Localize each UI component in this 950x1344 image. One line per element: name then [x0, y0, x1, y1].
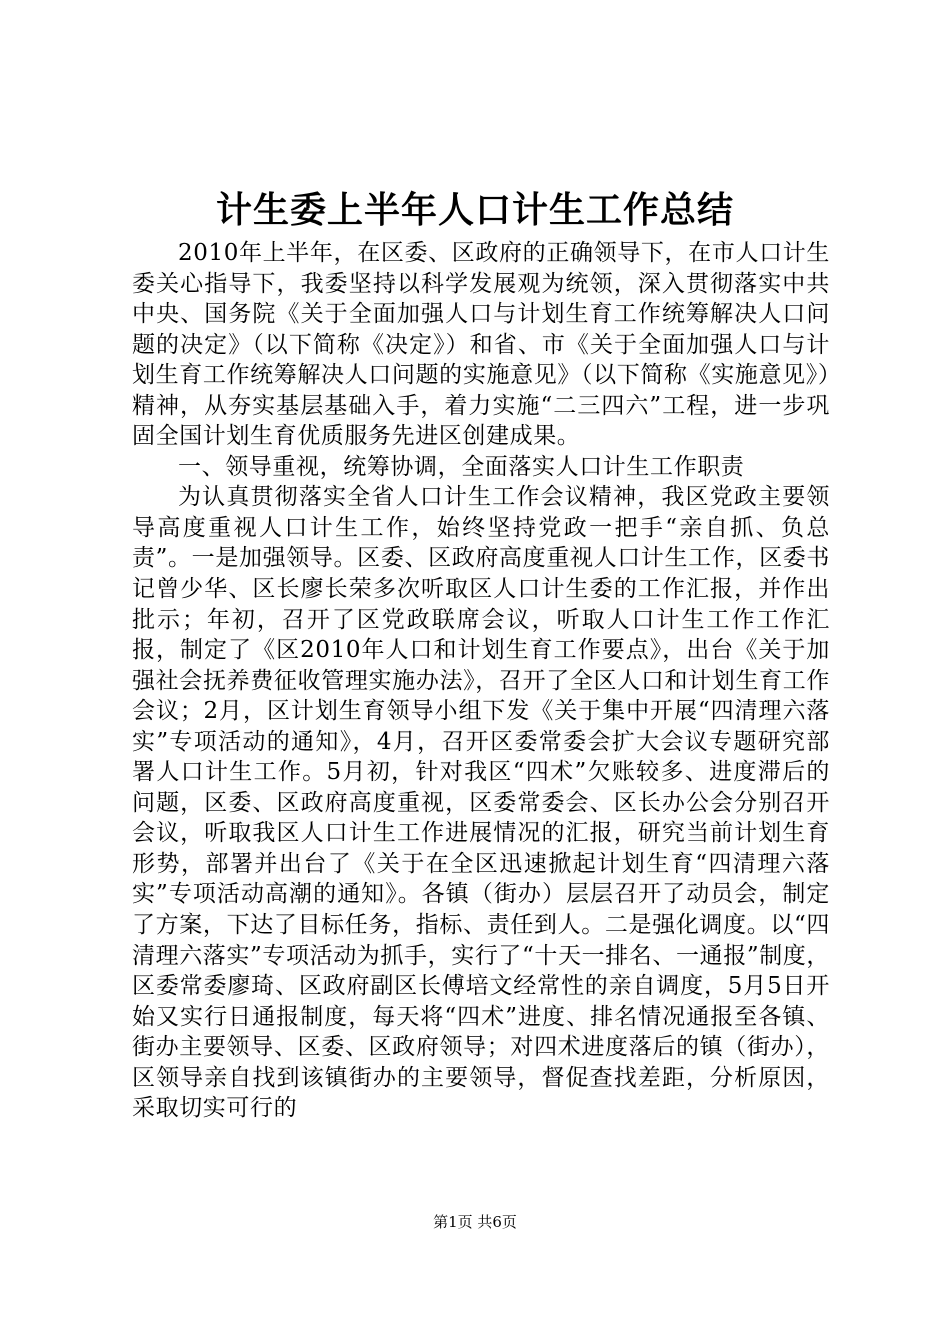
- section-heading: 一、领导重视，统筹协调，全面落实人口计生工作职责: [178, 453, 745, 480]
- intro-paragraph: 2010年上半年，在区委、区政府的正确领导下，在市人口计生委关心指导下，我委坚持以科学发展观为统领，深入贯彻落实中共中央、国务院《关于全面加强人口与计划生育工作统筹解决人口问题的决定》（以下简称《决定》）和省、市《关于全面加强人口与计划生育工作统筹解决人口问题的实施意见》（以下简称《实施意见》）精神，从夯实基层基础入手，着力实施“二三四六”工程，进一步巩固全国计划生育优质服务先进区创建成果。: [132, 240, 830, 450]
- page-footer: 第1页 共6页: [433, 1213, 517, 1231]
- document-title: 计生委上半年人口计生工作总结: [215, 189, 734, 231]
- document-body: [132, 238, 830, 1124]
- body-paragraph: 为认真贯彻落实全省人口计生工作会议精神，我区党政主要领导高度重视人口计生工作，始终坚持党政一把手“亲自抓、负总责”。一是加强领导。区委、区政府高度重视人口计生工作，区委书记曾少华、区长廖长荣多次听取区人口计生委的工作汇报，并作出批示；年初，召开了区党政联席会议，听取人口计生工作工作汇报，制定了《区2010年人口和计划生育工作要点》，出台《关于加强社会抚养费征收管理实施办法》，召开了全区人口和计划生育工作会议；2月，区计划生育领导小组下发《关于集中开展“四清理六落实”专项活动的通知》，4月，召开区委常委会扩大会议专题研究部署人口计生工作。5月初，针对我区“四术”欠账较多、进度滞后的问题，区委、区政府高度重视，区委常委会、区长办公会分别召开会议，听取我区人口计生工作进展情况的汇报，研究当前计划生育形势，部署并出台了《关于在全区迅速掀起计划生育“四清理六落实”专项活动高潮的通知》。各镇（街办）层层召开了动员会，制定了方案，下达了目标任务，指标、责任到人。二是强化调度。以“四清理六落实”专项活动为抓手，实行了“十天一排名、一通报”制度，区委常委廖琦、区政府副区长傅培文经常性的亲自调度，5月5日开始又实行日通报制度，每天将“四术”进度、排名情况通报至各镇、街办主要领导、区委、区政府领导；对四术进度落后的镇（街办），区领导亲自找到该镇街办的主要领导，督促查找差距，分析原因，采取切实可行的: [132, 484, 830, 1122]
